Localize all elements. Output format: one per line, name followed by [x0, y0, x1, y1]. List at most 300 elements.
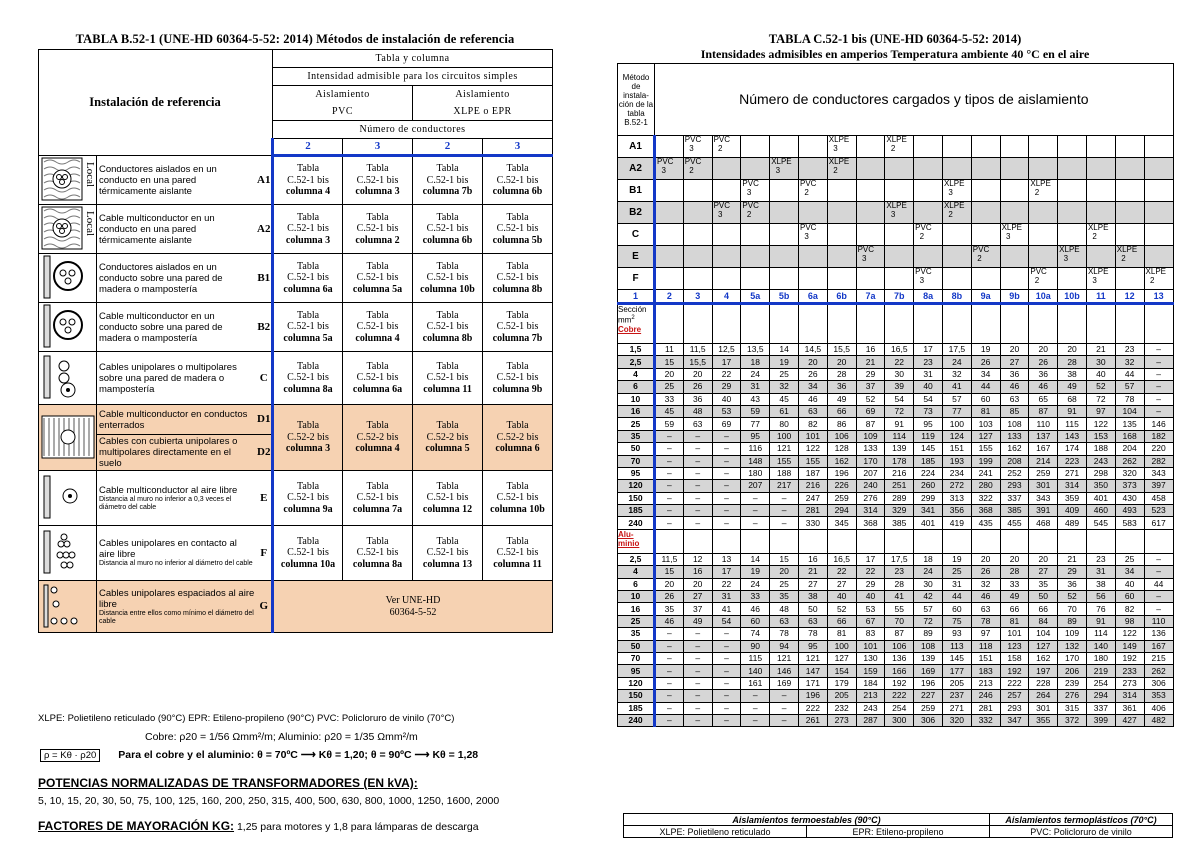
- tabla-cell: Tabla C.52-1 bis columna 12: [413, 471, 483, 526]
- table-row: [618, 505, 1174, 517]
- ampacity-value: 72: [885, 405, 914, 417]
- spacer-cell: [1115, 304, 1144, 344]
- ampacity-value: 19: [942, 553, 971, 565]
- ampacity-value: 44: [971, 381, 1000, 393]
- insulation-cell: [770, 202, 799, 224]
- ampacity-value: –: [655, 443, 684, 455]
- ampacity-value: –: [655, 517, 684, 529]
- ampacity-value: 46: [1029, 381, 1058, 393]
- tabla-cell: Tabla C.52-2 bis columna 6: [483, 405, 553, 471]
- ampacity-value: 21: [856, 356, 885, 368]
- ampacity-value: 100: [827, 640, 856, 652]
- ampacity-value: 185: [914, 455, 943, 467]
- ampacity-value: 20: [971, 553, 1000, 565]
- table-row: [618, 418, 1174, 430]
- ampacity-value: 170: [856, 455, 885, 467]
- ampacity-value: 282: [1144, 455, 1173, 467]
- ampacity-value: 330: [798, 517, 827, 529]
- method-row-a1: [618, 136, 1174, 158]
- method-label: B1: [618, 180, 655, 202]
- ampacity-value: 91: [1058, 405, 1087, 417]
- ampacity-value: 98: [1115, 615, 1144, 627]
- section-value: 240: [618, 714, 655, 726]
- ampacity-value: 20: [1029, 344, 1058, 356]
- tabla-cell: Tabla C.52-1 bis columna 13: [413, 526, 483, 581]
- method-row-b1: [618, 180, 1174, 202]
- table-row: [618, 566, 1174, 578]
- insulation-cell: [1115, 268, 1144, 290]
- ampacity-value: 101: [1000, 628, 1029, 640]
- insulation-cell: [1029, 224, 1058, 246]
- ampacity-value: 109: [856, 430, 885, 442]
- ampacity-value: 276: [856, 492, 885, 504]
- ampacity-value: 86: [827, 418, 856, 430]
- ampacity-value: 300: [885, 714, 914, 726]
- legend-pvc: PVC: Policloruro de vinilo: [990, 826, 1173, 838]
- column-index: 9a: [971, 290, 1000, 304]
- method-note: Distancia al muro no inferior a 0,3 veces el diámetro del cable: [99, 495, 232, 511]
- ampacity-value: 26: [683, 381, 712, 393]
- ampacity-value: 24: [741, 578, 770, 590]
- ampacity-value: 617: [1144, 517, 1173, 529]
- ampacity-value: 77: [942, 405, 971, 417]
- insulation-cell: [1058, 136, 1087, 158]
- ampacity-value: 36: [683, 393, 712, 405]
- ampacity-value: 171: [798, 677, 827, 689]
- ampacity-value: 20: [1058, 344, 1087, 356]
- ampacity-value: –: [712, 652, 741, 664]
- ampacity-value: 205: [942, 677, 971, 689]
- insulation-legend-left: XLPE: Polietileno reticulado (90°C) EPR: Etileno-propileno (90°C) PVC: Policloruro de vinilo (70°C): [38, 713, 455, 724]
- ampacity-value: –: [741, 690, 770, 702]
- ampacity-value: –: [683, 665, 712, 677]
- ampacity-value: 196: [914, 677, 943, 689]
- ampacity-value: 41: [712, 603, 741, 615]
- ampacity-value: 23: [914, 356, 943, 368]
- method-description: Cables con cubierta unipolares o multipolares directamente en el suelo: [97, 435, 257, 471]
- ampacity-value: 213: [971, 677, 1000, 689]
- legend-epr: EPR: Etileno-propileno: [807, 826, 990, 838]
- ampacity-value: 16: [683, 566, 712, 578]
- ampacity-value: 187: [798, 467, 827, 479]
- ampacity-value: 320: [1115, 467, 1144, 479]
- ampacity-value: 61: [770, 405, 799, 417]
- insulation-cell: XLPE 2: [1115, 246, 1144, 268]
- ampacity-value: 320: [942, 714, 971, 726]
- table-b52-1-title: TABLA B.52-1 (UNE-HD 60364-5-52: 2014) Métodos de instalación de referencia: [75, 32, 515, 46]
- ampacity-value: 489: [1058, 517, 1087, 529]
- ampacity-value: 42: [914, 591, 943, 603]
- main-header: Número de conductores cargados y tipos de aislamiento: [655, 64, 1174, 136]
- insulation-cell: [1029, 158, 1058, 180]
- spacer-cell: [942, 529, 971, 553]
- ampacity-value: –: [655, 714, 684, 726]
- ampacity-value: –: [683, 652, 712, 664]
- table-row: [618, 591, 1174, 603]
- spacer-cell: [885, 304, 914, 344]
- insulation-cell: PVC 2: [712, 136, 741, 158]
- ampacity-value: 81: [827, 628, 856, 640]
- ampacity-value: –: [770, 517, 799, 529]
- ampacity-value: 37: [683, 603, 712, 615]
- column-index-row: [618, 290, 1174, 304]
- section-value: 1,5: [618, 344, 655, 356]
- method-icon: [39, 405, 97, 471]
- ampacity-value: 359: [1058, 492, 1087, 504]
- column-index: 5b: [770, 290, 799, 304]
- table-row: [618, 517, 1174, 529]
- ampacity-value: 69: [856, 405, 885, 417]
- potencias-title: POTENCIAS NORMALIZADAS DE TRANSFORMADORES (EN kVA):: [38, 776, 418, 790]
- tabla-cell: Tabla C.52-1 bis columna 10a: [273, 526, 343, 581]
- insulation-cell: [885, 268, 914, 290]
- ampacity-value: –: [712, 628, 741, 640]
- insulation-cell: [683, 268, 712, 290]
- ampacity-value: 482: [1144, 714, 1173, 726]
- section-value: 185: [618, 702, 655, 714]
- ampacity-value: 273: [1115, 677, 1144, 689]
- method-row-f: [39, 526, 553, 581]
- column-index: 8a: [914, 290, 943, 304]
- ampacity-value: 100: [770, 430, 799, 442]
- ampacity-value: 178: [885, 455, 914, 467]
- ampacity-value: 63: [1000, 393, 1029, 405]
- tabla-cell: Tabla C.52-1 bis columna 7a: [343, 471, 413, 526]
- ampacity-value: 33: [655, 393, 684, 405]
- ampacity-value: 353: [1144, 690, 1173, 702]
- tabla-cell: Tabla C.52-1 bis columna 8a: [273, 352, 343, 405]
- aluminio-label-cell: [618, 529, 655, 553]
- insulation-cell: [741, 136, 770, 158]
- ampacity-value: 34: [798, 381, 827, 393]
- ampacity-value: 167: [1029, 443, 1058, 455]
- method-code: A1: [257, 156, 273, 205]
- ampacity-value: 29: [856, 368, 885, 380]
- rho-formula-box: ρ = Kθ · ρ20: [40, 749, 100, 762]
- ampacity-value: 313: [942, 492, 971, 504]
- insulation-cell: [885, 158, 914, 180]
- ampacity-value: 272: [942, 480, 971, 492]
- ampacity-value: 59: [741, 405, 770, 417]
- ampacity-value: 101: [798, 430, 827, 442]
- ampacity-value: 103: [971, 418, 1000, 430]
- ampacity-value: 161: [741, 677, 770, 689]
- tabla-cell: Tabla C.52-1 bis columna 8a: [343, 526, 413, 581]
- insulation-cell: [827, 180, 856, 202]
- ampacity-value: 154: [827, 665, 856, 677]
- ampacity-value: 23: [1086, 553, 1115, 565]
- ampacity-value: 52: [1086, 381, 1115, 393]
- ampacity-value: 23: [885, 566, 914, 578]
- ampacity-value: 167: [1144, 640, 1173, 652]
- insulation-cell: [712, 180, 741, 202]
- ampacity-value: 17: [856, 553, 885, 565]
- instalacion-header: Instalación de referencia: [39, 50, 273, 156]
- ampacity-value: –: [655, 640, 684, 652]
- ampacity-value: 22: [712, 578, 741, 590]
- insulation-cell: [798, 202, 827, 224]
- ampacity-value: 49: [1000, 591, 1029, 603]
- spacer-cell: [971, 304, 1000, 344]
- ampacity-value: 22: [856, 566, 885, 578]
- ampacity-value: 39: [885, 381, 914, 393]
- ampacity-value: 259: [1029, 467, 1058, 479]
- ampacity-value: –: [712, 702, 741, 714]
- insulation-cell: [1086, 136, 1115, 158]
- insulation-cell: XLPE 3: [827, 136, 856, 158]
- spacer-cell: [856, 304, 885, 344]
- ampacity-value: 368: [856, 517, 885, 529]
- insulation-cell: XLPE 3: [1058, 246, 1087, 268]
- xlpe-epr-label: XLPE o EPR: [413, 103, 553, 121]
- table-c52-1-bis: [617, 32, 1173, 727]
- ampacity-value: 306: [1144, 677, 1173, 689]
- spacer-cell: [741, 529, 770, 553]
- insulation-cell: [827, 202, 856, 224]
- ampacity-value: 271: [942, 702, 971, 714]
- ampacity-value: 397: [1144, 480, 1173, 492]
- insulation-cell: [712, 158, 741, 180]
- ampacity-value: 78: [1115, 393, 1144, 405]
- tabla-cell: Tabla C.52-1 bis columna 3: [273, 205, 343, 254]
- insulation-cell: [1029, 136, 1058, 158]
- insulation-cell: [683, 224, 712, 246]
- ampacity-value: –: [712, 505, 741, 517]
- tabla-cell: Tabla C.52-1 bis columna 6b: [413, 205, 483, 254]
- column-index: 5a: [741, 290, 770, 304]
- insulation-cell: [741, 246, 770, 268]
- ampacity-value: 158: [1000, 652, 1029, 664]
- tabla-cell: Tabla C.52-1 bis columna 10b: [483, 471, 553, 526]
- ampacity-value: 128: [827, 443, 856, 455]
- ampacity-value: 196: [798, 690, 827, 702]
- ampacity-value: 162: [1000, 443, 1029, 455]
- table-row: [618, 628, 1174, 640]
- table-row: [618, 381, 1174, 393]
- ampacity-value: 119: [914, 430, 943, 442]
- ampacity-value: 419: [942, 517, 971, 529]
- method-label: A1: [618, 136, 655, 158]
- ampacity-value: 188: [770, 467, 799, 479]
- ampacity-value: 30: [914, 578, 943, 590]
- tabla-cell: Tabla C.52-1 bis columna 9a: [273, 471, 343, 526]
- method-code: C: [257, 352, 273, 405]
- ampacity-value: 89: [1058, 615, 1087, 627]
- ampacity-value: 294: [827, 505, 856, 517]
- table-b52-1: [38, 32, 552, 633]
- ampacity-value: 216: [798, 480, 827, 492]
- column-index: 9b: [1000, 290, 1029, 304]
- ampacity-value: 207: [856, 467, 885, 479]
- spacer-cell: [712, 529, 741, 553]
- ampacity-value: 147: [798, 665, 827, 677]
- ampacity-value: 260: [914, 480, 943, 492]
- insulation-cell: [914, 136, 943, 158]
- column-index: 8b: [942, 290, 971, 304]
- method-label: F: [618, 268, 655, 290]
- table-row: [618, 405, 1174, 417]
- ampacity-value: 179: [827, 677, 856, 689]
- ampacity-value: 95: [914, 418, 943, 430]
- insulation-cell: [1000, 268, 1029, 290]
- table-row: [618, 615, 1174, 627]
- ampacity-value: 53: [712, 405, 741, 417]
- ampacity-value: 12: [683, 553, 712, 565]
- ampacity-value: 104: [1029, 628, 1058, 640]
- insulation-cell: [1000, 180, 1029, 202]
- ampacity-value: 337: [1086, 702, 1115, 714]
- insulation-cell: [1144, 246, 1173, 268]
- ampacity-value: 20: [770, 566, 799, 578]
- insulation-cell: [1144, 224, 1173, 246]
- ampacity-value: 66: [1029, 603, 1058, 615]
- ampacity-value: –: [712, 492, 741, 504]
- ampacity-value: 22: [712, 368, 741, 380]
- tabla-cell: Tabla C.52-1 bis columna 7b: [413, 156, 483, 205]
- ampacity-value: 227: [914, 690, 943, 702]
- ampacity-value: 153: [1086, 430, 1115, 442]
- ampacity-value: 20: [827, 356, 856, 368]
- ampacity-value: 151: [971, 652, 1000, 664]
- factores-mayoracion: [38, 819, 479, 833]
- insulation-cell: [1086, 246, 1115, 268]
- ampacity-value: 97: [1086, 405, 1115, 417]
- ampacity-value: 193: [942, 455, 971, 467]
- table-row: [618, 652, 1174, 664]
- insulation-cell: [1029, 246, 1058, 268]
- spacer-cell: [1000, 304, 1029, 344]
- insulation-cell: PVC 3: [856, 246, 885, 268]
- ampacity-value: 85: [1000, 405, 1029, 417]
- ampacity-value: –: [712, 467, 741, 479]
- ampacity-value: –: [655, 492, 684, 504]
- spacer-cell: [798, 304, 827, 344]
- spacer-cell: [683, 304, 712, 344]
- table-row: [618, 640, 1174, 652]
- ampacity-value: 57: [914, 603, 943, 615]
- ncol-1: 2: [273, 139, 343, 156]
- ampacity-value: –: [712, 480, 741, 492]
- ampacity-value: 16: [798, 553, 827, 565]
- ampacity-value: 243: [856, 702, 885, 714]
- insulation-cell: PVC 3: [683, 136, 712, 158]
- method-icon: [39, 352, 97, 405]
- ampacity-value: 545: [1086, 517, 1115, 529]
- table-row: [618, 480, 1174, 492]
- insulation-cell: [770, 180, 799, 202]
- ampacity-value: 247: [798, 492, 827, 504]
- ampacity-value: 233: [1115, 665, 1144, 677]
- spacer-cell: [1144, 529, 1173, 553]
- tabla-columna-header: Tabla y columna: [273, 50, 553, 68]
- ampacity-value: 45: [770, 393, 799, 405]
- insulation-cell: [741, 268, 770, 290]
- insulation-cell: [914, 246, 943, 268]
- ampacity-value: 130: [856, 652, 885, 664]
- ampacity-value: 45: [655, 405, 684, 417]
- ampacity-value: 25: [770, 368, 799, 380]
- spacer-cell: [741, 304, 770, 344]
- ampacity-value: 55: [885, 603, 914, 615]
- ampacity-value: 41: [942, 381, 971, 393]
- ampacity-value: 27: [683, 591, 712, 603]
- ampacity-value: 299: [914, 492, 943, 504]
- spacer-cell: [712, 304, 741, 344]
- ampacity-value: –: [683, 492, 712, 504]
- ampacity-value: 57: [942, 393, 971, 405]
- ampacity-value: –: [1144, 405, 1173, 417]
- insulation-cell: [885, 224, 914, 246]
- ampacity-value: 60: [942, 603, 971, 615]
- ampacity-value: 180: [1086, 652, 1115, 664]
- ampacity-value: 409: [1058, 505, 1087, 517]
- tabla-cell: Tabla C.52-1 bis columna 5a: [273, 303, 343, 352]
- ampacity-value: 177: [942, 665, 971, 677]
- ampacity-value: 458: [1144, 492, 1173, 504]
- ampacity-value: 38: [798, 591, 827, 603]
- ampacity-value: 205: [827, 690, 856, 702]
- ampacity-value: 350: [1086, 480, 1115, 492]
- num-conductores-header: Número de conductores: [273, 121, 553, 139]
- spacer-cell: [1029, 304, 1058, 344]
- ampacity-value: 101: [856, 640, 885, 652]
- ampacity-value: 273: [827, 714, 856, 726]
- table-row: [618, 467, 1174, 479]
- insulation-cell: [914, 180, 943, 202]
- ampacity-value: 427: [1115, 714, 1144, 726]
- spacer-cell: [1086, 529, 1115, 553]
- ampacity-value: 108: [914, 640, 943, 652]
- insulation-cell: [971, 224, 1000, 246]
- ampacity-value: 11,5: [683, 344, 712, 356]
- insulation-cell: XLPE 2: [942, 202, 971, 224]
- method-label: A2: [618, 158, 655, 180]
- section-value: 35: [618, 430, 655, 442]
- ampacity-value: –: [683, 455, 712, 467]
- ampacity-value: 28: [1000, 566, 1029, 578]
- ampacity-value: –: [1144, 393, 1173, 405]
- ampacity-value: –: [655, 665, 684, 677]
- table-row: [618, 455, 1174, 467]
- ampacity-value: 35: [655, 603, 684, 615]
- ampacity-value: –: [683, 443, 712, 455]
- insulation-cell: [971, 268, 1000, 290]
- ampacity-value: 356: [942, 505, 971, 517]
- ampacity-value: –: [712, 714, 741, 726]
- insulation-cell: [1144, 202, 1173, 224]
- ampacity-value: 20: [1000, 344, 1029, 356]
- table-row: [618, 368, 1174, 380]
- table-row: [618, 665, 1174, 677]
- insulation-cell: [885, 180, 914, 202]
- tabla-cell: Tabla C.52-1 bis columna 3: [343, 156, 413, 205]
- method-row-d1: [39, 405, 553, 435]
- table-row: [618, 492, 1174, 504]
- method-code: D2: [257, 435, 273, 471]
- ampacity-value: 54: [712, 615, 741, 627]
- reference-methods-table: [38, 49, 553, 633]
- ampacity-value: 207: [741, 480, 770, 492]
- ampacity-value: 109: [1058, 628, 1087, 640]
- table-row: [618, 393, 1174, 405]
- ampacity-value: 52: [856, 393, 885, 405]
- ampacity-value: 155: [798, 455, 827, 467]
- ampacity-value: 460: [1086, 505, 1115, 517]
- ampacity-value: 110: [1029, 418, 1058, 430]
- insulation-cell: [798, 136, 827, 158]
- ampacity-value: 106: [827, 430, 856, 442]
- column-index: 4: [712, 290, 741, 304]
